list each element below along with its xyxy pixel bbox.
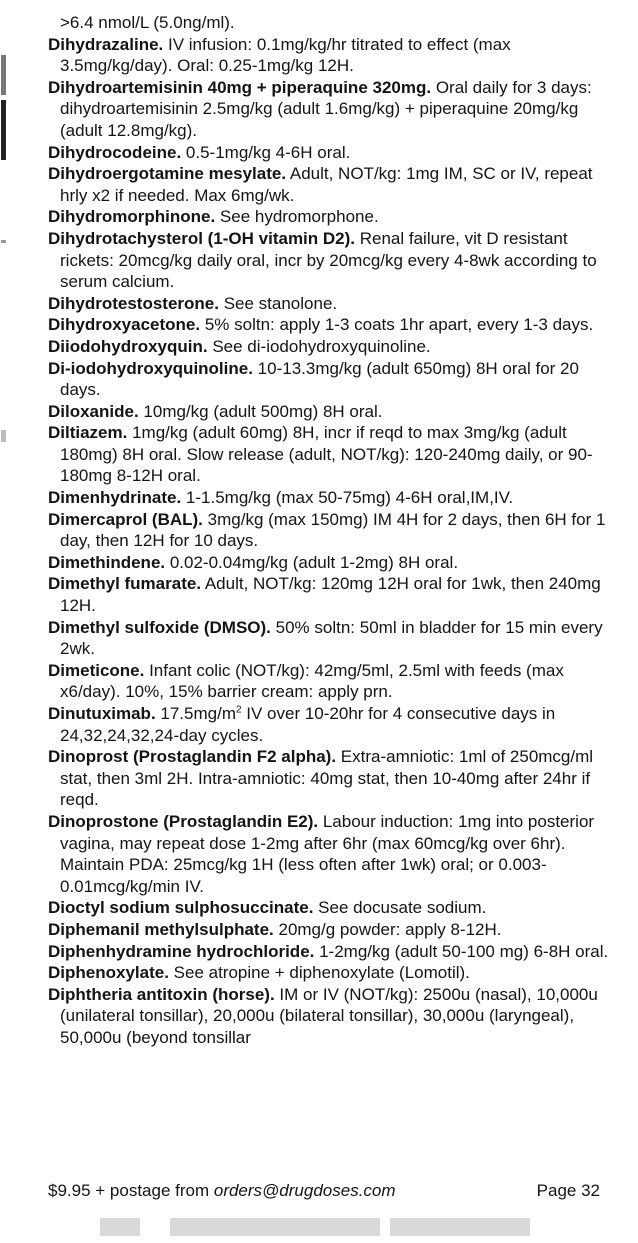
dosage-text: 17.5mg/m: [155, 704, 236, 723]
dosage-text: 0.5-1mg/kg 4-6H oral.: [181, 142, 351, 162]
drug-entry: [48, 703, 623, 746]
drug-entry: [48, 142, 623, 164]
dosage-text: IM or IV (NOT/kg): 2500u (nasal), 10,000u (unilateral tonsillar), 20,000u (bilateral tonsillar), 30,000u (laryngeal), 50,000u (beyond tonsillar: [60, 984, 598, 1047]
drug-entry: [48, 401, 623, 423]
drug-entry: [48, 617, 623, 660]
dosage-text: 0.02-0.04mg/kg (adult 1-2mg) 8H oral.: [165, 552, 459, 572]
drug-name: Diphemanil methylsulphate.: [48, 919, 274, 939]
dosage-text: Adult, NOT/kg: 120mg 12H oral for 1wk, then 240mg 12H.: [60, 574, 601, 616]
page-number: Page 32: [536, 1181, 600, 1200]
superscript: 2: [235, 704, 242, 716]
dosage-list: [48, 12, 623, 1049]
drug-name: Diloxanide.: [48, 401, 139, 421]
drug-entry: [48, 206, 623, 228]
drug-name: Dimeticone.: [48, 660, 145, 680]
dosage-text: IV over 10-20hr for 4 consecutive days in 24,32,24,32,24-day cycles.: [60, 704, 556, 745]
drug-entry: [48, 422, 623, 487]
drug-name: Dinoprostone (Prostaglandin E2).: [48, 811, 319, 831]
drug-name: Dihydromorphinone.: [48, 207, 216, 227]
dosage-text: 10-13.3mg/kg (adult 650mg) 8H oral for 20 days.: [60, 358, 579, 400]
dosage-text: 3mg/kg (max 150mg) IM 4H for 2 days, then 6H for 1 day, then 12H for 10 days.: [60, 509, 606, 551]
drug-name: Dihydroartemisinin 40mg + piperaquine 320mg.: [48, 77, 432, 97]
dosage-text: Renal failure, vit D resistant rickets: 20mcg/kg daily oral, incr by 20mcg/kg every 4-8wk according to serum calcium.: [60, 228, 597, 292]
drug-name: Dimethyl sulfoxide (DMSO).: [48, 617, 271, 637]
drug-name: Dimercaprol (BAL).: [48, 509, 203, 529]
dosage-text: See hydromorphone.: [215, 207, 379, 227]
drug-entry: [48, 919, 623, 941]
dosage-text: IV infusion: 0.1mg/kg/hr titrated to effect (max 3.5mg/kg/day). Oral: 0.25-1mg/kg 12H.: [60, 34, 511, 76]
drug-name: Dinoprost (Prostaglandin F2 alpha).: [48, 747, 337, 767]
drug-name: Diiodohydroxyquin.: [48, 336, 208, 356]
drug-name: Dihydrotestosterone.: [48, 293, 219, 313]
drug-name: Diphtheria antitoxin (horse).: [48, 984, 275, 1004]
dosage-text: See di-iodohydroxyquinoline.: [207, 336, 431, 356]
drug-entry: [48, 358, 623, 401]
drug-name: Dihydrotachysterol (1-OH vitamin D2).: [48, 228, 356, 248]
drug-name: Dimethyl fumarate.: [48, 574, 202, 594]
drug-entry: [48, 336, 623, 358]
dosage-text: Adult, NOT/kg: 1mg IM, SC or IV, repeat hrly x2 if needed. Max 6mg/wk.: [60, 164, 593, 205]
dosage-text: 5% soltn: apply 1-3 coats 1hr apart, every 1-3 days.: [200, 315, 594, 335]
drug-entry: [48, 228, 623, 293]
drug-name: Dihydrazaline.: [48, 34, 164, 54]
drug-entry: [48, 77, 623, 142]
dosage-text: 10mg/kg (adult 500mg) 8H oral.: [138, 401, 383, 421]
footer-order-info: [48, 1180, 396, 1201]
drug-entry: [48, 163, 623, 206]
drug-entry: [48, 811, 623, 897]
drug-name: Dioctyl sodium sulphosuccinate.: [48, 898, 314, 918]
drug-name: Dihydrocodeine.: [48, 142, 182, 162]
drug-name: Dinutuximab.: [48, 704, 156, 723]
drug-name: Dimenhydrinate.: [48, 488, 182, 508]
dosage-text: 1-2mg/kg (adult 50-100 mg) 6-8H oral.: [314, 941, 609, 961]
dosage-text: 1mg/kg (adult 60mg) 8H, incr if reqd to max 3mg/kg (adult 180mg) 8H oral. Slow release (adult, NOT/kg): 120-240mg daily, or 90-180mg 8-12H oral.: [60, 423, 593, 486]
dosage-text: 50% soltn: 50ml in bladder for 15 min every 2wk.: [60, 617, 603, 659]
drug-name: Diphenoxylate.: [48, 963, 169, 983]
drug-entry: [48, 746, 623, 811]
dosage-text: Infant colic (NOT/kg): 42mg/5ml, 2.5ml with feeds (max x6/day). 10%, 15% barrier cream: apply prn.: [60, 660, 564, 702]
scan-noise: [100, 1218, 560, 1236]
dosage-text: Extra-amniotic: 1ml of 250mcg/ml stat, then 3ml 2H. Intra-amniotic: 40mg stat, then 10-40mg after 24hr if reqd.: [60, 747, 594, 810]
footer-price: $9.95 + postage from: [48, 1181, 214, 1200]
drug-entry: [48, 552, 623, 574]
scan-edge-marks: [0, 0, 10, 1243]
dosage-text: See stanolone.: [218, 293, 338, 313]
dosage-text: 20mg/g powder: apply 8-12H.: [273, 919, 502, 939]
drug-name: Diltiazem.: [48, 423, 128, 443]
dosage-text: See atropine + diphenoxylate (Lomotil).: [168, 963, 470, 983]
drug-name: Dimethindene.: [48, 552, 166, 572]
continuation-text: >6.4 nmol/L (5.0ng/ml).: [60, 13, 235, 32]
drug-entry: [48, 487, 623, 509]
dosage-text: Labour induction: 1mg into posterior vagina, may repeat dose 1-2mg after 6hr (max 60mcg/kg over 6hr). Maintain PDA: 25mcg/kg 1H (less often after 1wk) oral; or 0.003-0.01mcg/kg/min IV.: [60, 811, 595, 896]
drug-entry: [48, 941, 623, 963]
drug-name: Diphenhydramine hydrochloride.: [48, 941, 315, 961]
drug-entry: [48, 962, 623, 984]
drug-name: Di-iodohydroxyquinoline.: [48, 358, 253, 378]
dosage-text: 1-1.5mg/kg (max 50-75mg) 4-6H oral,IM,IV.: [181, 488, 514, 508]
drug-entry: [48, 314, 623, 336]
footer-email: orders@drugdoses.com: [213, 1181, 396, 1200]
drug-entry: [48, 984, 623, 1049]
drug-entry: [48, 293, 623, 315]
drug-entry: [48, 897, 623, 919]
drug-entry: [48, 660, 623, 703]
drug-entry: [48, 573, 623, 616]
dosage-text: Oral daily for 3 days: dihydroartemisinin 2.5mg/kg (adult 1.6mg/kg) + piperaquine 20mg/kg (adult 12.8mg/kg).: [60, 77, 592, 140]
drug-entry: [48, 509, 623, 552]
drug-name: Dihydroxyacetone.: [48, 315, 201, 335]
drug-name: Dihydroergotamine mesylate.: [48, 164, 287, 184]
drug-entry: [48, 34, 623, 77]
dosage-text: See docusate sodium.: [313, 898, 487, 918]
